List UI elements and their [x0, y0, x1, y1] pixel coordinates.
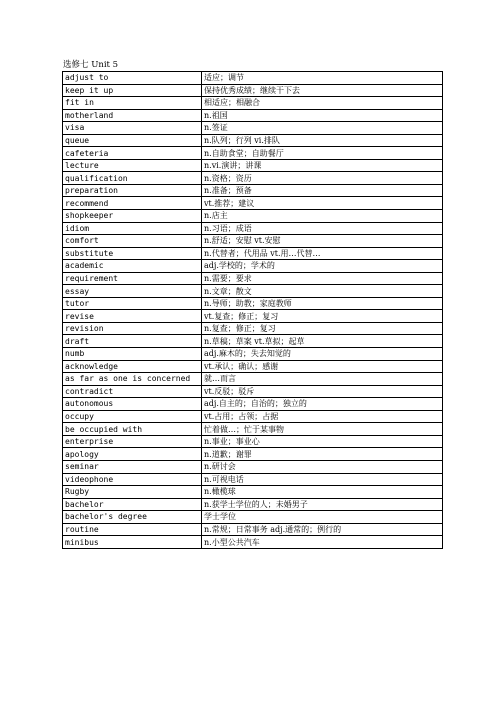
vocab-chinese: n.道歉；谢罪 [202, 448, 443, 461]
vocab-row [63, 97, 443, 110]
vocab-chinese: n.复查；修正；复习 [202, 322, 443, 335]
vocab-english: bachelor's degree [63, 511, 202, 524]
vocab-english: qualification [63, 172, 202, 185]
vocab-row [63, 348, 443, 361]
vocab-english: contradict [63, 385, 202, 398]
vocab-english: visa [63, 122, 202, 135]
vocab-chinese: vt.反驳；驳斥 [202, 385, 443, 398]
vocab-chinese: n.店主 [202, 210, 443, 223]
vocab-english: fit in [63, 97, 202, 110]
vocab-row [63, 197, 443, 210]
vocab-chinese: n.准备；预备 [202, 184, 443, 197]
vocab-row [63, 210, 443, 223]
vocab-english: keep it up [63, 84, 202, 97]
vocab-english: recommend [63, 197, 202, 210]
vocab-chinese: n.小型公共汽车 [202, 536, 443, 549]
vocab-row [63, 536, 443, 549]
vocab-row [63, 511, 443, 524]
vocab-english: shopkeeper [63, 210, 202, 223]
vocab-english: cafeteria [63, 147, 202, 160]
vocab-english: academic [63, 260, 202, 273]
vocab-chinese: 相适应；相融合 [202, 97, 443, 110]
vocab-chinese: n.文章；散文 [202, 285, 443, 298]
vocab-row [63, 498, 443, 511]
vocab-chinese: vt.承认；确认；感谢 [202, 360, 443, 373]
vocab-chinese: n.获学士学位的人；未婚男子 [202, 498, 443, 511]
vocab-english: idiom [63, 222, 202, 235]
vocab-row [63, 235, 443, 248]
vocab-english: motherland [63, 109, 202, 122]
vocab-chinese: n.祖国 [202, 109, 443, 122]
vocab-row [63, 460, 443, 473]
vocab-english: requirement [63, 272, 202, 285]
vocab-row [63, 84, 443, 97]
vocab-chinese: n.队列；行列 vi.排队 [202, 134, 443, 147]
vocab-row [63, 134, 443, 147]
vocab-chinese: n.签证 [202, 122, 443, 135]
vocab-row [63, 335, 443, 348]
vocab-english: enterprise [63, 435, 202, 448]
vocab-english: as far as one is concerned [63, 373, 202, 386]
vocab-chinese: n.研讨会 [202, 460, 443, 473]
vocab-chinese: n.代替者；代用品 vt.用…代替… [202, 247, 443, 260]
vocab-chinese: n.舒适；安慰 vt.安慰 [202, 235, 443, 248]
vocab-row [63, 147, 443, 160]
vocab-english: occupy [63, 410, 202, 423]
vocab-row [63, 247, 443, 260]
vocab-chinese: 就…而言 [202, 373, 443, 386]
vocab-english: videophone [63, 473, 202, 486]
vocab-row [63, 448, 443, 461]
vocab-chinese: 学士学位 [202, 511, 443, 524]
vocab-row [63, 122, 443, 135]
vocab-row [63, 222, 443, 235]
vocab-row [63, 385, 443, 398]
vocab-chinese: adj.自主的；自治的；独立的 [202, 398, 443, 411]
vocab-english: essay [63, 285, 202, 298]
vocab-row [63, 360, 443, 373]
vocab-chinese: n.资格；资历 [202, 172, 443, 185]
vocab-chinese: vt.复查；修正；复习 [202, 310, 443, 323]
vocab-english: bachelor [63, 498, 202, 511]
vocab-chinese: adj.学校的；学术的 [202, 260, 443, 273]
vocab-row [63, 297, 443, 310]
vocab-row [63, 159, 443, 172]
vocab-row [63, 72, 443, 85]
vocab-row [63, 398, 443, 411]
vocab-row [63, 486, 443, 499]
vocab-english: routine [63, 523, 202, 536]
vocab-chinese: n.导师；助教；家庭教师 [202, 297, 443, 310]
vocab-chinese: vt.推荐；建议 [202, 197, 443, 210]
vocab-chinese: n.常规；日常事务 adj.通常的；例行的 [202, 523, 443, 536]
vocab-row [63, 310, 443, 323]
vocabulary-table-body [63, 72, 443, 549]
vocab-english: preparation [63, 184, 202, 197]
vocab-chinese: 忙着做…；忙于某事物 [202, 423, 443, 436]
vocab-english: apology [63, 448, 202, 461]
vocab-english: seminar [63, 460, 202, 473]
vocab-chinese: n.事业；事业心 [202, 435, 443, 448]
vocab-row [63, 172, 443, 185]
vocab-english: revision [63, 322, 202, 335]
vocab-row [63, 423, 443, 436]
vocab-chinese: 适应；调节 [202, 72, 443, 85]
vocab-english: acknowledge [63, 360, 202, 373]
vocab-row [63, 272, 443, 285]
vocab-chinese: n.习语；成语 [202, 222, 443, 235]
vocab-english: autonomous [63, 398, 202, 411]
vocab-english: Rugby [63, 486, 202, 499]
vocab-row [63, 285, 443, 298]
vocab-row [63, 523, 443, 536]
vocab-english: minibus [63, 536, 202, 549]
vocab-row [63, 109, 443, 122]
vocab-english: lecture [63, 159, 202, 172]
vocab-chinese: n.自助食堂；自助餐厅 [202, 147, 443, 160]
vocab-row [63, 260, 443, 273]
vocab-english: revise [63, 310, 202, 323]
vocab-row [63, 473, 443, 486]
vocab-english: comfort [63, 235, 202, 248]
vocabulary-table [62, 71, 443, 549]
vocab-row [63, 184, 443, 197]
vocab-row [63, 373, 443, 386]
vocab-english: substitute [63, 247, 202, 260]
vocab-chinese: 保持优秀成绩；继续干下去 [202, 84, 443, 97]
vocab-row [63, 410, 443, 423]
vocab-chinese: adj.麻木的；失去知觉的 [202, 348, 443, 361]
vocab-english: numb [63, 348, 202, 361]
vocab-english: be occupied with [63, 423, 202, 436]
vocab-english: adjust to [63, 72, 202, 85]
vocab-chinese: n.需要；要求 [202, 272, 443, 285]
vocab-row [63, 435, 443, 448]
vocab-chinese: n.可视电话 [202, 473, 443, 486]
page-title: 选修七 Unit 5 [63, 60, 119, 70]
vocab-chinese: vt.占用；占领；占据 [202, 410, 443, 423]
vocab-chinese: n.vi.演讲；讲课 [202, 159, 443, 172]
vocab-english: tutor [63, 297, 202, 310]
vocab-chinese: n.橄榄球 [202, 486, 443, 499]
vocab-english: queue [63, 134, 202, 147]
vocab-chinese: n.草稿；草案 vt.草拟；起草 [202, 335, 443, 348]
vocab-row [63, 322, 443, 335]
vocab-english: draft [63, 335, 202, 348]
